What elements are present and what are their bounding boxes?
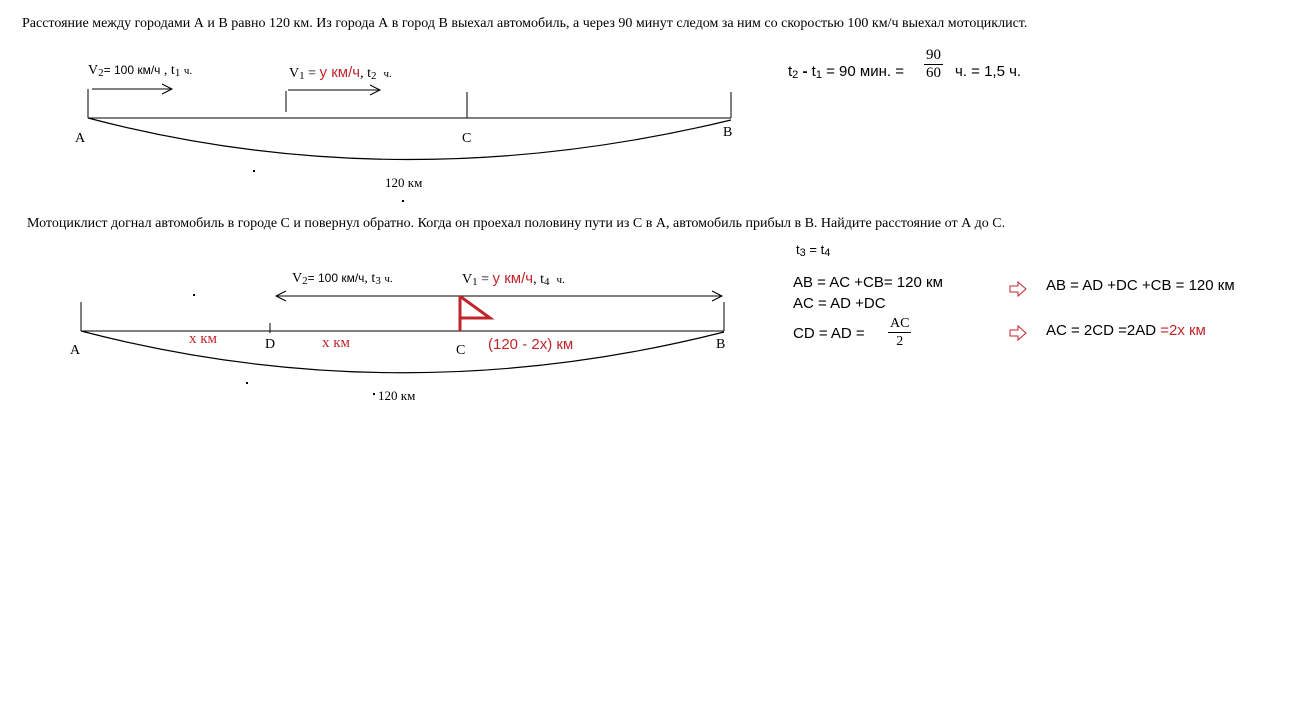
equation-cd: CD = AD =	[793, 325, 865, 342]
v1-eq: =	[304, 66, 320, 81]
stray-dot	[253, 170, 255, 172]
v1-symbol: V	[289, 66, 300, 81]
problem-text-line1: Расстояние между городами А и В равно 120 км. Из города А в город В выехал автомобиль, а через 90 минут следом за ним со скоростью 100 км/ч выехал мотоциклист.	[22, 16, 1028, 31]
implies-arrow-icon	[1010, 326, 1026, 340]
diagram2-label-d: D	[265, 337, 276, 352]
stray-dot	[373, 393, 375, 395]
t2-symbol: , t	[360, 66, 371, 81]
diagram2-arrow-left	[276, 291, 459, 301]
diagram2-return-speed: V2= 100 км/ч, t3 ч.	[292, 271, 393, 287]
v2-value: = 100 км/ч	[103, 63, 161, 77]
segment-dc-label: x км	[322, 335, 351, 351]
fraction-ac-2: $\frac{AC}{2}$	[890, 316, 910, 349]
diagram2-distance: 120 км	[378, 388, 416, 403]
equation-t3-t4: t3 = t4	[796, 242, 831, 259]
diagram1-label-c: C	[462, 131, 472, 146]
t1-symbol: , t	[163, 63, 175, 78]
flag-marker-icon	[460, 296, 490, 331]
diagram1-label-a: A	[75, 131, 86, 146]
t1-unit: ч.	[183, 65, 193, 77]
diagram2-label-a: A	[70, 343, 81, 358]
segment-ad-label: x км	[189, 331, 218, 347]
implies-arrow-icon	[1010, 282, 1026, 296]
t2-unit: ч.	[383, 68, 392, 80]
diagram2-label-c: C	[456, 343, 466, 358]
diagram2-car-speed: V1 = у км/ч, t4 ч.	[462, 270, 565, 288]
v2-symbol: V	[88, 63, 99, 78]
fraction-90-60: $\frac{90}{60}$	[926, 47, 941, 81]
equation-result-ab: AB = AD +DC +CB = 120 км	[1046, 277, 1235, 294]
diagram2-lines	[81, 291, 724, 373]
diagram1-car-speed	[88, 63, 192, 79]
v1-sub: 1	[299, 70, 305, 82]
stray-dot	[193, 294, 195, 296]
equation-ac: AC = AD +DC	[793, 295, 886, 312]
diagram2-arrow-right	[459, 291, 722, 301]
diagram1-lines	[88, 84, 731, 160]
equation-result-ac: AC = 2CD =2AD =2x км	[1046, 322, 1206, 339]
diagram2-brace	[81, 331, 724, 373]
diagram1-arrow-motorcycle	[288, 85, 380, 95]
diagram1-label-b: B	[723, 125, 733, 140]
equation-ab: AB = AC +CB= 120 км	[793, 274, 943, 291]
diagram2-label-b: B	[716, 337, 726, 352]
diagram1-distance: 120 км	[385, 175, 423, 190]
problem-text-line2: Мотоциклист догнал автомобиль в городе С и повернул обратно. Когда он проехал половину пути из С в А, автомобиль прибыл в В. Найдите расстояние от А до С.	[27, 216, 1006, 231]
t1-sub: 1	[174, 67, 181, 79]
equation-time-difference: t2 - t1 = 90 мин. =	[788, 63, 904, 81]
diagram1-brace	[88, 118, 731, 160]
diagram1-motorcycle-speed	[289, 64, 392, 82]
equation-time-result: ч. = 1,5 ч.	[955, 63, 1022, 80]
diagram1-arrow-car	[92, 84, 172, 94]
segment-cb-label: (120 - 2x) км	[488, 336, 574, 353]
v2-sub: 2	[98, 67, 104, 79]
v1-value: у км/ч	[319, 64, 361, 81]
stray-dot	[402, 200, 404, 202]
stray-dot	[246, 382, 248, 384]
t2-sub: 2	[370, 70, 377, 82]
